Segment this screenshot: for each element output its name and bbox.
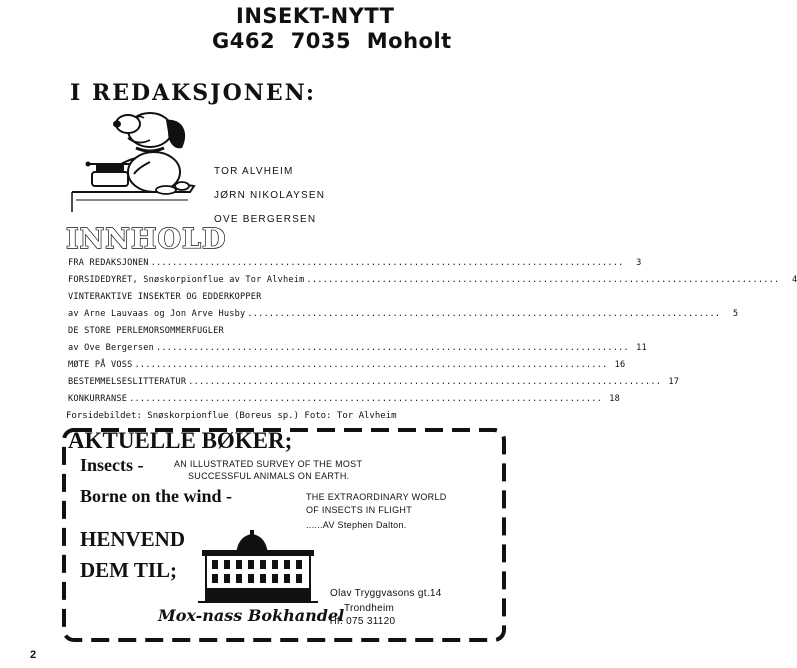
toc-entry bbox=[68, 360, 626, 372]
book-description: SUCCESSFUL ANIMALS ON EARTH. bbox=[188, 471, 350, 481]
cover-caption: Forsidebildet: Snøskorpionflue (Boreus sp.) Foto: Tor Alvheim bbox=[66, 411, 397, 421]
magazine-address: G462 7035 Moholt bbox=[212, 29, 452, 53]
toc-entry bbox=[68, 377, 680, 389]
snoopy-typewriter-illustration bbox=[70, 106, 200, 216]
shop-address: Trondheim bbox=[344, 603, 395, 614]
toc-entry-page: 17 bbox=[668, 377, 680, 387]
contact-line: DEM TIL; bbox=[80, 558, 178, 582]
toc-entry-page: 18 bbox=[609, 394, 621, 404]
toc-entry-title: VINTERAKTIVE INSEKTER OG EDDERKOPPER bbox=[68, 292, 262, 302]
editorial-heading: I REDAKSJONEN: bbox=[70, 80, 317, 106]
toc-entry-title: av Arne Lauvaas og Jon Arve Husby bbox=[68, 309, 246, 319]
contact-line: HENVEND bbox=[80, 527, 186, 551]
editor-name: JØRN NIKOLAYSEN bbox=[214, 190, 326, 201]
toc-leader-dots: ........................................................................................ bbox=[188, 377, 662, 387]
toc-entry-page: 5 bbox=[732, 309, 739, 319]
toc-leader-dots: ........................................................................................ bbox=[150, 258, 624, 268]
toc-entry-title: av Ove Bergersen bbox=[68, 343, 154, 353]
toc-leader-dots: ........................................................................................ bbox=[155, 343, 629, 353]
shop-name-logo: Mox-nass Bokhandel bbox=[158, 606, 345, 625]
book-author: ......AV Stephen Dalton. bbox=[306, 520, 407, 530]
toc-entry-page: 3 bbox=[636, 258, 642, 268]
shop-address: Olav Tryggvasons gt.14 bbox=[330, 588, 442, 599]
toc-entry-title: FRA REDAKSJONEN bbox=[68, 258, 149, 268]
bookshop-building-illustration bbox=[196, 530, 320, 604]
toc-entry bbox=[68, 258, 642, 270]
book-title: Borne on the wind - bbox=[80, 486, 233, 506]
toc-entry-title: KONKURRANSE bbox=[68, 394, 128, 404]
toc-entry bbox=[68, 309, 739, 321]
editor-name: OVE BERGERSEN bbox=[214, 214, 317, 225]
toc-entry-page: 11 bbox=[636, 343, 647, 353]
editor-name: TOR ALVHEIM bbox=[214, 166, 294, 177]
shop-phone: Tlf. 075 31120 bbox=[328, 616, 396, 627]
toc-leader-dots: ........................................................................................ bbox=[306, 275, 780, 285]
page-number: 2 bbox=[30, 649, 37, 661]
toc-leader-dots: ........................................................................................ bbox=[247, 309, 721, 319]
toc-entry-page: 16 bbox=[614, 360, 626, 370]
magazine-title: INSEKT-NYTT bbox=[236, 4, 395, 28]
toc-entry-title: DE STORE PERLEMORSOMMERFUGLER bbox=[68, 326, 224, 336]
toc-leader-dots: ........................................................................................ bbox=[129, 394, 603, 404]
contents-heading: INNHOLD bbox=[66, 224, 227, 255]
book-description: AN ILLUSTRATED SURVEY OF THE MOST bbox=[174, 459, 363, 469]
book-description: THE EXTRAORDINARY WORLD bbox=[306, 492, 447, 502]
toc-entry bbox=[68, 343, 647, 355]
toc-entry bbox=[68, 275, 797, 287]
toc-entry-title: BESTEMMELSESLITTERATUR bbox=[68, 377, 187, 387]
book-title: Insects - bbox=[80, 455, 144, 475]
ad-heading: AKTUELLE BØKER; bbox=[68, 428, 293, 453]
toc-entry-title: FORSIDEDYRET, Snøskorpionflue av Tor Alvheim bbox=[68, 275, 305, 285]
book-description: OF INSECTS IN FLIGHT bbox=[306, 505, 413, 515]
toc-leader-dots: ........................................................................................ bbox=[134, 360, 608, 370]
toc-entry-page: 4 bbox=[791, 275, 797, 285]
toc-entry-title: MØTE PÅ VOSS bbox=[68, 360, 133, 370]
toc-entry bbox=[68, 394, 621, 406]
